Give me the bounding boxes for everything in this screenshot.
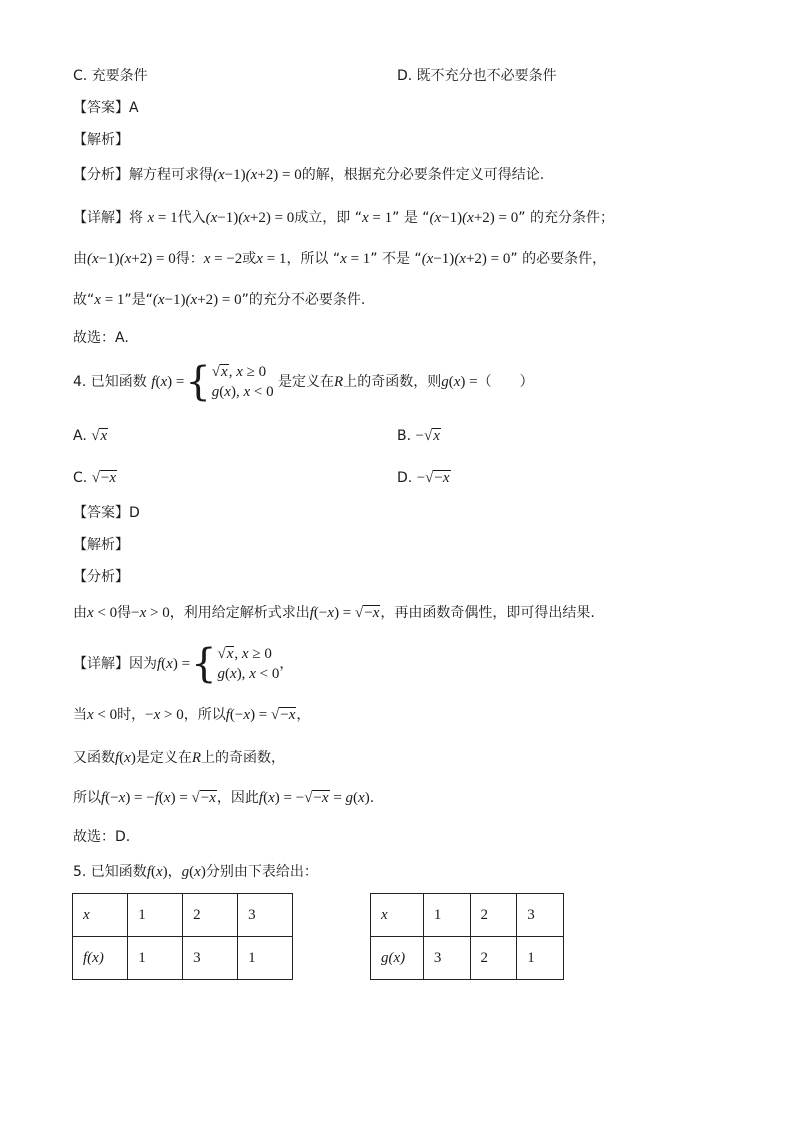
- table-cell: 2: [470, 937, 517, 980]
- answer-q4: 【答案】D: [73, 505, 140, 521]
- table-f: [72, 893, 293, 980]
- q4-option-d: D. −√−x: [397, 470, 450, 486]
- analysis-q4-tag: 【分析】: [73, 569, 129, 585]
- question-5-stem: 5. 已知函数f(x)，g(x)分别由下表给出：: [73, 864, 318, 880]
- detail-q3-line1: 【详解】将 x = 1代入(x−1)(x+2) = 0成立，即 “x = 1” 是 “(x−1)(x+2) = 0” 的充分条件；: [73, 210, 614, 226]
- table-cell: 1: [128, 894, 183, 937]
- table-cell: 3: [423, 937, 470, 980]
- detail-q4-line1: 【详解】因为f(x) = { √x, x ≥ 0 g(x), x < 0 ，: [73, 641, 294, 687]
- table-cell: f(x): [73, 937, 128, 980]
- question-4-stem: 4. 已知函数 f(x) = { √x, x ≥ 0 g(x), x < 0 是定义在R上的奇函数，则g(x) =（ ）: [73, 359, 534, 405]
- analysis-q3: 【分析】解方程可求得(x−1)(x+2) = 0的解，根据充分必要条件定义可得结论.: [73, 167, 545, 183]
- detail-q4-line2: 当x < 0时，−x > 0，所以f(−x) = √−x，: [73, 707, 311, 723]
- table-cell: 1: [238, 937, 293, 980]
- table-row: [371, 937, 564, 980]
- table-cell: 2: [183, 894, 238, 937]
- table-cell: x: [73, 894, 128, 937]
- analysis-q4: 由x < 0得−x > 0，利用给定解析式求出f(−x) = √−x，再由函数奇偶性，即可得出结果.: [73, 605, 595, 621]
- detail-q3-line2: 由(x−1)(x+2) = 0得：x = −2或x = 1，所以 “x = 1” 不是 “(x−1)(x+2) = 0” 的必要条件，: [73, 251, 607, 267]
- table-row: [73, 937, 293, 980]
- choose-q3: 故选：A.: [73, 330, 129, 346]
- jiexi-q3: 【解析】: [73, 132, 129, 148]
- detail-q3-line3: 故“x = 1”是“(x−1)(x+2) = 0”的充分不必要条件.: [73, 292, 366, 308]
- detail-q4-line4: 所以f(−x) = −f(x) = √−x，因此f(x) = −√−x = g(x).: [73, 790, 375, 806]
- answer-q3: 【答案】A: [73, 100, 139, 116]
- detail-q4-line3: 又函数f(x)是定义在R上的奇函数，: [73, 750, 286, 766]
- table-cell: 3: [517, 894, 564, 937]
- table-g: [370, 893, 564, 980]
- table-cell: 3: [183, 937, 238, 980]
- choose-q4: 故选：D.: [73, 829, 131, 845]
- q4-option-a: A. √x: [73, 428, 108, 444]
- table-cell: 2: [470, 894, 517, 937]
- table-cell: 1: [128, 937, 183, 980]
- table-row: [73, 894, 293, 937]
- table-cell: 1: [517, 937, 564, 980]
- q4-option-c: C. √−x: [73, 470, 117, 486]
- table-cell: 3: [238, 894, 293, 937]
- table-cell: g(x): [371, 937, 424, 980]
- jiexi-q4: 【解析】: [73, 537, 129, 553]
- table-row: [371, 894, 564, 937]
- q4-option-b: B. −√x: [397, 428, 440, 444]
- option-d: D. 既不充分也不必要条件: [397, 68, 557, 84]
- table-cell: 1: [423, 894, 470, 937]
- table-cell: x: [371, 894, 424, 937]
- option-c: C. 充要条件: [73, 68, 148, 84]
